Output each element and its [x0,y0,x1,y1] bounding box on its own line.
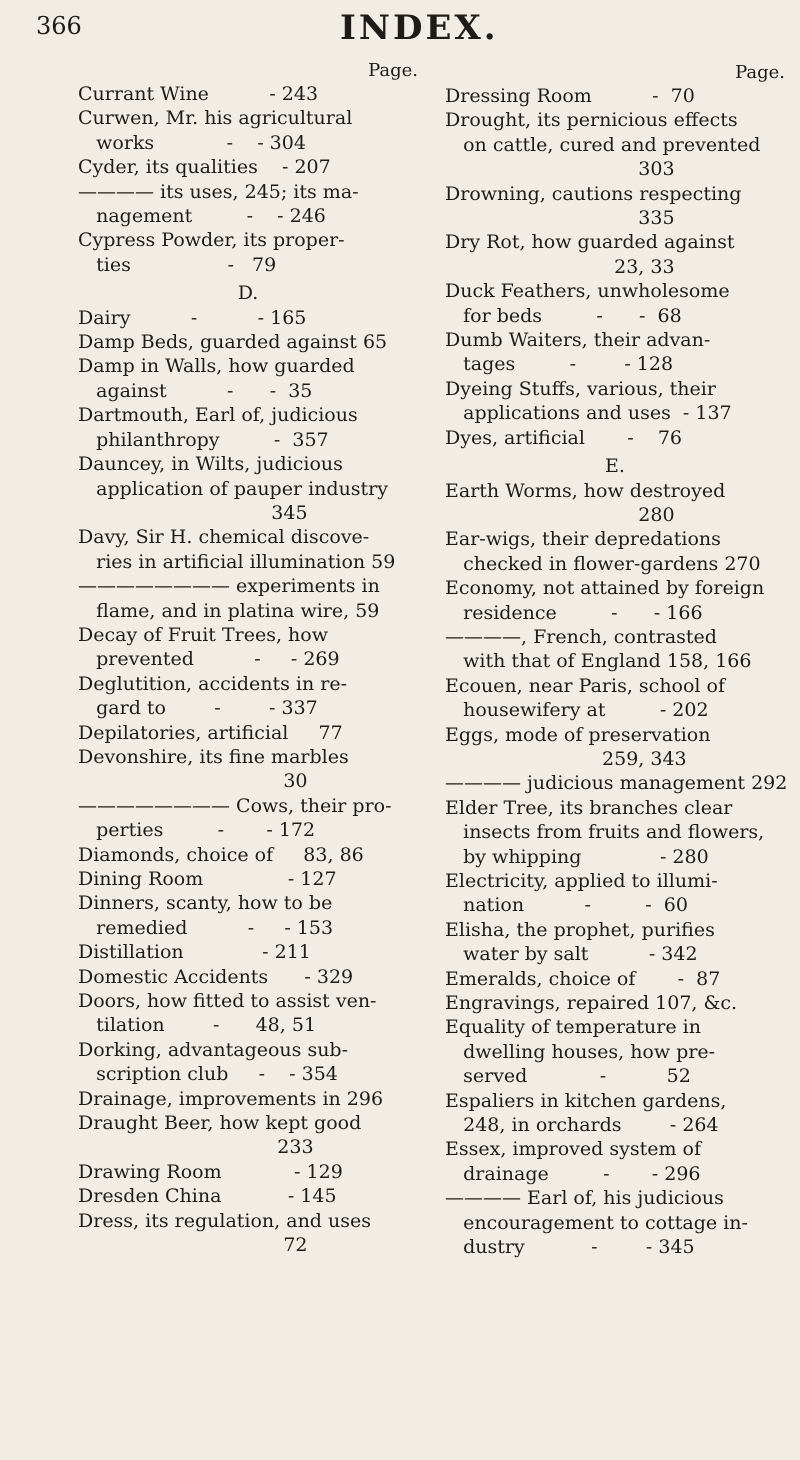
entry-line: Dumb Waiters, their advan- [445,329,711,352]
section-letter [78,281,418,305]
index-entry [78,989,418,1038]
left-entries [78,82,418,1258]
entry-line: Electricity, applied to illumi- [445,870,718,892]
entry-line: Deglutition, accidents in re- [78,672,347,695]
index-entry [78,228,418,277]
index-entry [445,1015,785,1088]
running-title: INDEX. [340,8,499,48]
entry-line: Ecouen, near Paris, school of [445,674,726,697]
entry-line: Dry Rot, how guarded against [445,231,735,254]
entry-line: applications and uses - 137 [445,402,732,425]
entry-line: Economy, not attained by foreign [445,577,765,600]
entry-line: 259, 343 [445,747,687,770]
index-entry [78,672,418,721]
entry-line: Dyeing Stuffs, various, their [445,377,716,400]
entry-line: Equality of temperature in [445,1016,701,1039]
entry-line: Currant Wine - 243 [78,83,319,105]
entry-line: Drawing Room - 129 [78,1160,343,1183]
entry-line: Dairy - - 165 [78,306,307,329]
entry-line: Devonshire, its fine marbles [78,745,349,768]
entry-line: nagement - - 246 [78,205,326,228]
entry-line: perties - - 172 [78,819,316,842]
entry-line: 23, 33 [445,255,675,278]
entry-line: works - - 304 [78,131,306,154]
index-entry [78,106,418,155]
entry-line: Drainage, improvements in 296 [78,1087,384,1110]
index-entry [445,918,785,967]
index-entry [445,230,785,279]
entry-line: with that of England 158, 166 [445,650,752,673]
entry-line: Dyes, artificial - 76 [445,426,682,449]
entry-line: Distillation - 211 [78,941,311,964]
entry-line: 72 [78,1234,308,1257]
entry-line: Drought, its pernicious effects [445,109,738,132]
index-entry [78,1184,418,1208]
entry-line: D. [237,282,259,305]
index-entry [78,1111,418,1160]
index-entry [445,328,785,377]
index-entry [445,182,785,231]
entry-line: Domestic Accidents - 329 [78,965,354,988]
entry-line: housewifery at - 202 [445,699,709,722]
index-entry [445,674,785,723]
entry-line: ———————— experiments in [78,575,380,598]
right-column [445,62,788,1260]
entry-line: Decay of Fruit Trees, how [78,623,328,646]
index-entry [445,279,785,328]
entry-line: checked in flower-gardens 270 [445,552,761,575]
index-entry [445,991,785,1015]
index-entry [78,867,418,891]
entry-line: ———— judicious management 292 [445,772,788,795]
entry-line: Dresden China - 145 [78,1185,337,1208]
entry-line: for beds - - 68 [445,304,682,327]
entry-line: drainage - - 296 [445,1162,701,1185]
entry-line: scription club - - 354 [78,1063,338,1086]
entry-line: Earth Worms, how destroyed [445,479,726,502]
index-entry [78,1087,418,1111]
entry-line: tilation - 48, 51 [78,1014,317,1037]
index-entry [445,527,785,576]
entry-line: Doors, how fitted to assist ven- [78,990,377,1013]
entry-line: Emeralds, choice of - 87 [445,967,721,990]
entry-line: by whipping - 280 [445,845,709,868]
index-entry [445,1089,785,1138]
index-entry [445,771,788,795]
entry-line: residence - - 166 [445,601,703,624]
entry-line: Depilatories, artificial 77 [78,721,343,744]
index-entry [78,891,418,940]
entry-line: Drowning, cautions respecting [445,182,742,205]
entry-line: Duck Feathers, unwholesome [445,280,730,303]
entry-line: Dress, its regulation, and uses [78,1209,371,1232]
index-entry [445,1186,785,1259]
entry-line: 303 [445,158,675,181]
entry-line: philanthropy - 357 [78,428,329,451]
entry-line: Ear-wigs, their depredations [445,528,721,551]
entry-line: Dauncey, in Wilts, judicious [78,453,343,476]
entry-line: ties - 79 [78,253,277,276]
entry-line: Dining Room - 127 [78,868,337,890]
entry-line: Dressing Room - 70 [445,85,695,107]
entry-line: application of pauper industry [78,477,389,500]
left-column [78,60,418,1258]
entry-line: ries in artificial illumination 59 [78,550,396,573]
entry-line: E. [605,455,625,478]
entry-line: Elder Tree, its branches clear [445,796,733,819]
entry-line: against - - 35 [78,379,313,402]
entry-line: Damp Beds, guarded against 65 [78,331,388,354]
entry-line: Espaliers in kitchen gardens, [445,1089,727,1112]
index-entry [78,940,418,964]
index-entry [445,625,785,674]
section-letter [445,454,785,478]
index-entry [445,84,785,108]
entry-line: encouragement to cottage in- [445,1211,748,1234]
index-entry [445,479,785,528]
index-entry [445,576,785,625]
entry-line: Damp in Walls, how guarded [78,355,355,378]
index-entry [78,525,418,623]
index-entry [78,306,418,330]
entry-line: Davy, Sir H. chemical discove- [78,526,370,549]
index-entry [78,1160,418,1184]
entry-line: Elisha, the prophet, purifies [445,918,715,941]
entry-line: insects from fruits and flowers, [445,821,765,844]
index-entry [445,1137,785,1186]
page-number: 366 [36,12,82,40]
entry-line: Curwen, Mr. his agricultural [78,107,353,130]
entry-line: on cattle, cured and prevented [445,133,761,156]
entry-line: ———— its uses, 245; its ma- [78,180,359,203]
entry-line: Engravings, repaired 107, &c. [445,992,738,1015]
entry-line: prevented - - 269 [78,648,340,671]
entry-line: Draught Beer, how kept good [78,1112,362,1135]
index-entry [445,967,785,991]
index-entry [78,721,418,745]
index-entry [445,869,785,918]
entry-line: 345 [78,501,308,524]
entry-line: Diamonds, choice of 83, 86 [78,843,364,866]
index-entry [445,426,785,450]
entry-line: gard to - - 337 [78,697,318,720]
index-entry [78,354,418,403]
entry-line: dwelling houses, how pre- [445,1040,716,1063]
index-entry [78,403,418,452]
entry-line: dustry - - 345 [445,1236,695,1259]
entry-line: 248, in orchards - 264 [445,1114,719,1137]
entry-line: Dinners, scanty, how to be [78,892,333,915]
entry-line: ———— Earl of, his judicious [445,1187,724,1210]
right-entries [445,84,788,1260]
index-entry [78,745,418,843]
entry-line: 335 [445,207,675,230]
right-page-label: Page. [735,62,785,83]
entry-line: remedied - - 153 [78,916,334,939]
entry-line: Dorking, advantageous sub- [78,1038,349,1061]
index-entry [445,108,785,181]
entry-line: Essex, improved system of [445,1138,702,1161]
index-entry [78,623,418,672]
index-entry [78,155,418,228]
entry-line: Cyder, its qualities - 207 [78,156,331,179]
entry-line: nation - - 60 [445,894,688,917]
entry-line: Dartmouth, Earl of, judicious [78,404,358,427]
entry-line: flame, and in platina wire, 59 [78,599,380,622]
index-entry [78,452,418,525]
entry-line: served - 52 [445,1065,691,1088]
entry-line: Eggs, mode of preservation [445,723,711,746]
entry-line: Cypress Powder, its proper- [78,229,345,252]
entry-line: tages - - 128 [445,353,674,376]
index-entry [445,377,785,426]
index-entry [445,723,785,772]
entry-line: water by salt - 342 [445,943,698,966]
index-entry [78,330,418,354]
index-entry [78,82,418,106]
entry-line: ————, French, contrasted [445,625,717,648]
index-entry [445,796,785,869]
entry-line: 233 [78,1136,314,1159]
entry-line: ———————— Cows, their pro- [78,794,392,817]
left-page-label: Page. [368,60,418,81]
index-entry [78,1038,418,1087]
entry-line: 30 [78,770,308,793]
index-entry [78,965,418,989]
index-entry [78,1209,418,1258]
entry-line: 280 [445,503,675,526]
index-entry [78,843,418,867]
